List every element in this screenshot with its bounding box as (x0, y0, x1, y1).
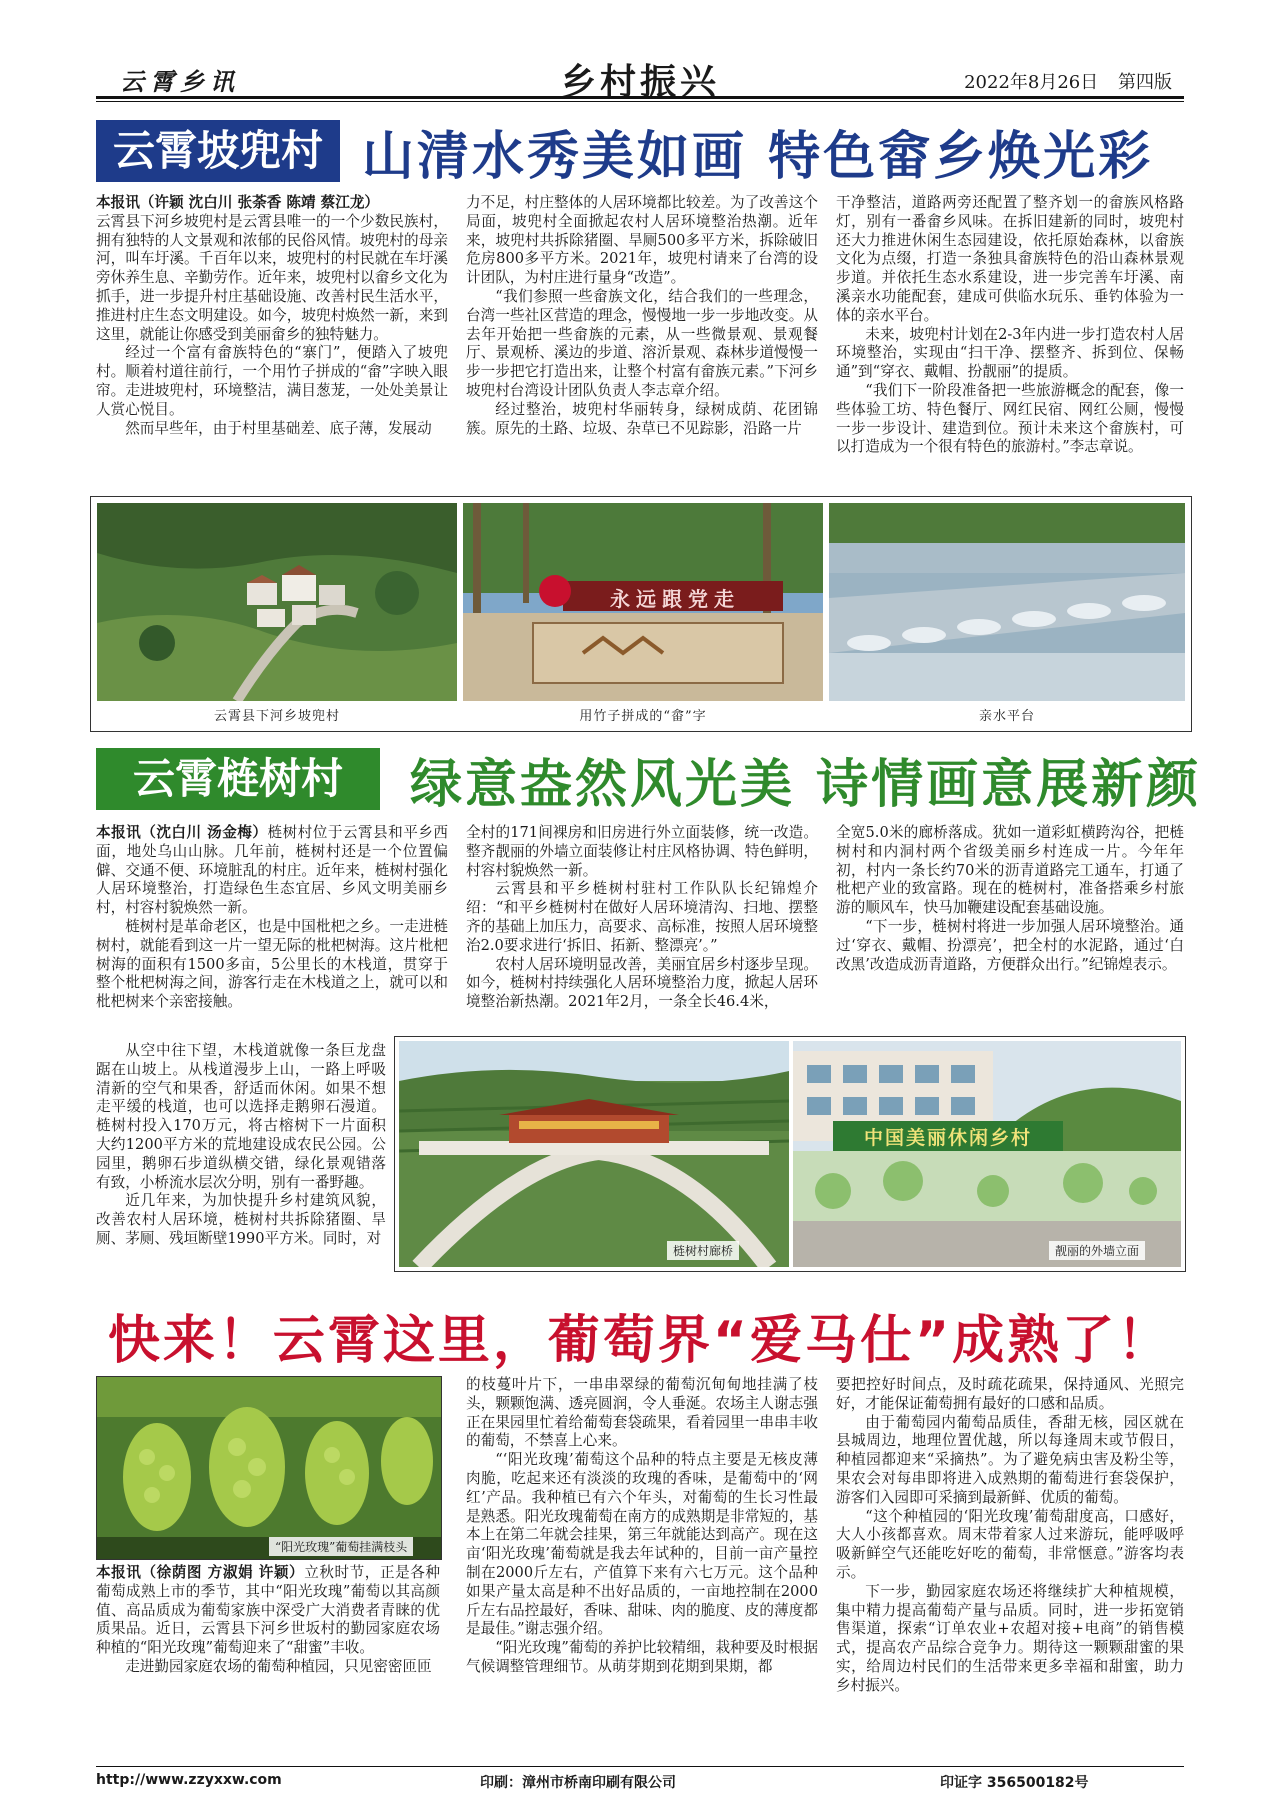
article3-column-2 (466, 1376, 818, 1764)
paragraph: 梿树村是革命老区，也是中国枇杷之乡。一走进梿树村，就能看到这一片一望无际的枇杷树海。这片枇杷树海的面积有1500多亩，5公里长的木栈道，贯穿于整个枇杷树海之间，游客行走在木栈道之上，就可以和枇杷树来个亲密接触。 (96, 917, 448, 1011)
article2-byline: 本报讯（沈白川 汤金梅） (96, 824, 268, 841)
paper-name: 云霄乡讯 (120, 67, 240, 96)
photo-caption: 云霄县下河乡坡兜村 (213, 709, 340, 724)
article2-column-3 (836, 824, 1184, 1030)
date: 2022年8月26日 (964, 72, 1099, 93)
masthead-rule-thin (96, 101, 1184, 102)
village-sign: 中国美丽休闲乡村 (863, 1127, 1032, 1149)
grape-image (97, 1377, 441, 1559)
article1-banner: 云霄坡兜村 (96, 120, 340, 182)
article2-photo-block (394, 1036, 1186, 1272)
photo-caption: 亲水平台 (978, 709, 1035, 724)
paragraph: 下一步，勤园家庭农场还将继续扩大种植规模，集中精力提高葡萄产量与品质。同时，进一步拓宽销售渠道，探索“订单农业+农超对接+电商”的销售模式，提高农产品综合竞争力。期待这一颗颗甜蜜的果实，给周边村民们的生活带来更多幸福和甜蜜，助力乡村振兴。 (836, 1582, 1184, 1694)
paragraph: “下一步，梿树村将进一步加强人居环境整治。通过‘穿衣、戴帽、扮漂亮’，把全村的水泥路，通过‘白改黑’改造成沥青道路，方便群众出行。”纪锦煌表示。 (836, 917, 1184, 973)
paragraph: 走进勤园家庭农场的葡萄种植园，只见密密匝匝 (125, 1657, 432, 1675)
article1-headline: 山清水秀美如画 特色畲乡焕光彩 (362, 127, 1154, 187)
section-title: 乡村振兴 (559, 61, 720, 103)
covered-bridge-photo (399, 1041, 789, 1267)
page-number: 第四版 (1118, 72, 1172, 93)
village-aerial-image (97, 503, 457, 701)
waterside-platform-photo (829, 503, 1185, 701)
photo-caption: “阳光玫瑰”葡萄挂满枝头 (269, 1537, 413, 1556)
article1-column-2 (466, 194, 818, 494)
covered-bridge-image (399, 1041, 789, 1267)
paragraph: 经过整治，坡兜村华丽转身，绿树成荫、花团锦簇。原先的土路、垃圾、杂草已不见踪影，沿路一片 (466, 400, 818, 437)
footer-url[interactable]: http://www.zzyxxw.com (96, 1772, 282, 1788)
paragraph: 未来，坡兜村计划在2-3年内进一步打造农村人居环境整治，实现由“扫干净、摆整齐、拆到位、保畅通”到“穿衣、戴帽、扮靓丽”的提质。 (836, 325, 1184, 381)
wall-facade-photo (793, 1041, 1181, 1267)
article1-photo-strip (90, 496, 1192, 732)
paragraph: 梿树村位于云霄县和平乡西面，地处乌山山脉。几年前，梿树村还是一个位置偏僻、交通不便、环境脏乱的村庄。近年来，梿树村强化人居环境整治，打造绿色生态宜居、乡风文明美丽乡村，村容村貌焕然一新。 (96, 824, 448, 917)
waterside-platform-image (829, 503, 1185, 701)
paragraph: “‘阳光玫瑰’葡萄这个品种的特点主要是无核皮薄肉脆，吃起来还有淡淡的玫瑰的香味，是葡萄中的‘网红’产品。我种植已有六个年头，对葡萄的生长习性最是熟悉。阳光玫瑰葡萄在南方的成熟期是非常短的，基本上在第二年就会挂果，第三年就能达到高产。现在这亩‘阳光玫瑰’葡萄就是我去年试种的，目前一亩产量控制在2000斤左右，产值算下来有六七万元。这个品种如果产量太高是种不出好品质的，一亩地控制在2000斤左右品控最好，香味、甜味、肉的脆度、皮的薄度都是最佳。”谢志强介绍。 (466, 1451, 818, 1638)
article1-column-1 (96, 194, 448, 494)
paragraph: 全宽5.0米的廊桥落成。犹如一道彩虹横跨沟谷，把梿树村和内洞村两个省级美丽乡村连成一片。今年年初，村内一条长约70米的沥青道路完工通车，打通了枇杷产业的致富路。现在的梿树村，准备搭乘乡村旅游的顺风车，快马加鞭建设配套基础设施。 (836, 824, 1184, 917)
wall-facade-image (793, 1041, 1181, 1267)
village-aerial-photo (97, 503, 457, 701)
paragraph: 近几年来，为加快提升乡村建筑风貌，改善农村人居环境，梿树村共拆除猪圈、旱厕、茅厕、残垣断壁1990平方米。同时，对 (96, 1192, 386, 1247)
paragraph: “我们参照一些畲族文化，结合我们的一些理念，台湾一些社区营造的理念，慢慢地一步一步地改变。从去年开始把一些畲族的元素，从一些微景观、景观餐厅、景观桥、溪边的步道、溶沂景观、森林步道慢慢一步一步把它打造出来，让整个村富有畲族元素。”下河乡坡兜村台湾设计团队负责人李志章介绍。 (466, 287, 818, 399)
article3-headline: 快来！云霄这里，葡萄界“爱马仕”成熟了！ (107, 1311, 1173, 1371)
paragraph: 立秋时节，正是各种葡萄成熟上市的季节，其中“阳光玫瑰”葡萄以其高颜值、高品质成为葡萄家族中深受广大消费者青睐的优质果品。近日，云霄县下河乡世坂村的勤园家庭农场种植的“阳光玫瑰”葡萄迎来了“甜蜜”丰收。 (96, 1564, 440, 1657)
paragraph: 由于葡萄园内葡萄品质佳，香甜无核，园区就在县城周边，地理位置优越，所以每逢周末或节假日，种植园都迎来“采摘热”。为了避免病虫害及粉尘等，果农会对每串即将进入成熟期的葡萄进行套袋保护，游客们入园即可采摘到最新鲜、优质的葡萄。 (836, 1413, 1184, 1506)
paragraph: “我们下一阶段准备把一些旅游概念的配套，像一些体验工坊、特色餐厅、网红民宿、网红公厕，慢慢一步一步设计、建造到位。预计未来这个畲族村，可以打造成为一个很有特色的旅游村。”李志章说。 (836, 381, 1184, 456)
article2-column-1-bottom (96, 1042, 386, 1272)
sign-slogan: 永远跟党走 (610, 587, 740, 611)
masthead-rule (96, 96, 1184, 99)
article2-column-1-top (96, 824, 448, 1036)
footer-printer: 印刷：漳州市桥南印刷有限公司 (480, 1775, 676, 1791)
article1-byline: 本报讯（许颖 沈白川 张荼香 陈靖 蔡江龙） (96, 194, 380, 211)
paragraph: 的枝蔓叶片下，一串串翠绿的葡萄沉甸甸地挂满了枝头，颗颗饱满、透亮圆润，令人垂涎。农场主人谢志强正在果园里忙着给葡萄套袋疏果，看着园里一串串丰收的葡萄，不禁喜上心来。 (466, 1376, 818, 1450)
article3-byline: 本报讯（徐荫图 方淑娟 许颖） (96, 1564, 305, 1581)
photo-caption: 靓丽的外墙立面 (1049, 1241, 1145, 1260)
paragraph: 然而早些年，由于村里基础差、底子薄，发展动 (125, 419, 432, 437)
article3-column-3 (836, 1376, 1184, 1764)
bamboo-character-photo (463, 503, 823, 701)
paragraph: 干净整洁，道路两旁还配置了整齐划一的畲族风格路灯，别有一番畲乡风味。在拆旧建新的同时，坡兜村还大力推进休闲生态园建设，依托原始森林，以畲族文化为点缀，打造一条独具畲族特色的沿山森林景观步道。并依托生态水系建设，进一步完善车圩溪、南溪亲水功能配套，建成可供临水玩乐、垂钓体验为一体的亲水平台。 (836, 194, 1184, 324)
issue-date (964, 68, 1172, 94)
article2-banner: 云霄梿树村 (96, 748, 380, 810)
paragraph: 力不足，村庄整体的人居环境都比较差。为了改善这个局面，坡兜村全面掀起农村人居环境整治热潮。近年来，坡兜村共拆除猪圈、旱厕500多平方米，拆除破旧危房800多平方米。2021年，坡兜村请来了台湾的设计团队，为村庄进行量身“改造”。 (466, 194, 818, 287)
paragraph: 农村人居环境明显改善，美丽宜居乡村逐步呈现。如今，梿树村持续强化人居环境整治力度，掀起人居环境整治新热潮。2021年2月，一条全长46.4米， (466, 955, 818, 1011)
photo-caption: 用竹子拼成的“畲”字 (579, 709, 707, 724)
grape-photo (96, 1376, 442, 1560)
footer-license: 印证字 356500182号 (940, 1775, 1089, 1791)
paragraph: 经过一个富有畲族特色的“寨门”，便踏入了坡兜村。顺着村道往前行，一个用竹子拼成的“畲”字映入眼帘。走进坡兜村，环境整洁，满目葱茏，一处处美景让人赏心悦目。 (96, 344, 448, 418)
article2-headline: 绿意盎然风光美 诗情画意展新颜 (410, 755, 1202, 815)
footer-rule (96, 1766, 1184, 1767)
paragraph: 云霄县和平乡梿树村驻村工作队队长纪锦煌介绍：“和平乡梿树村在做好人居环境清沟、扫地、摆整齐的基础上加压力，高要求、高标准，按照人居环境整治2.0要求进行‘拆旧、拓新、整漂亮’。” (466, 880, 818, 954)
article2-column-2 (466, 824, 818, 1030)
paragraph: 从空中往下望，木栈道就像一条巨龙盘踞在山坡上。从栈道漫步上山，一路上呼吸清新的空气和果香，舒适而休闲。如果不想走平缓的栈道，也可以选择走鹅卵石漫道。梿树村投入170万元，将古榕树下一片面积大约1200平方米的荒地建设成农民公园。公园里，鹅卵石步道纵横交错，绿化景观错落有致，小桥流水层次分明，别有一番野趣。 (96, 1042, 386, 1191)
paragraph: 要把控好时间点，及时疏花疏果，保持通风、光照完好，才能保证葡萄拥有最好的口感和品质。 (836, 1376, 1184, 1412)
paragraph: “这个种植园的‘阳光玫瑰’葡萄甜度高，口感好，大人小孩都喜欢。周末带着家人过来游玩，能呼吸呼吸新鲜空气还能吃好吃的葡萄，非常惬意。”游客均表示。 (836, 1507, 1184, 1581)
paragraph: “阳光玫瑰”葡萄的养护比较精细，栽种要及时根据气候调整管理细节。从萌芽期到花期到果期，都 (466, 1639, 818, 1675)
article1-column-3 (836, 194, 1184, 494)
article3-column-1 (96, 1564, 440, 1764)
photo-caption: 梿树村廊桥 (667, 1241, 739, 1260)
paragraph: 云霄县下河乡坡兜村是云霄县唯一的一个少数民族村，拥有独特的人文景观和浓郁的民俗风情。坡兜村的母亲河，叫车圩溪。千百年以来，坡兜村的村民就在车圩溪旁休养生息、辛勤劳作。近年来，坡兜村以畲乡文化为抓手，进一步提升村庄基础设施、改善村民生活水平，推进村庄生态文明建设。如今，坡兜村焕然一新，来到这里，就能让你感受到美丽畲乡的独特魅力。 (96, 212, 448, 343)
paragraph: 全村的171间裸房和旧房进行外立面装修，统一改造。整齐靓丽的外墙立面装修让村庄风格协调、特色鲜明，村容村貌焕然一新。 (466, 824, 818, 879)
